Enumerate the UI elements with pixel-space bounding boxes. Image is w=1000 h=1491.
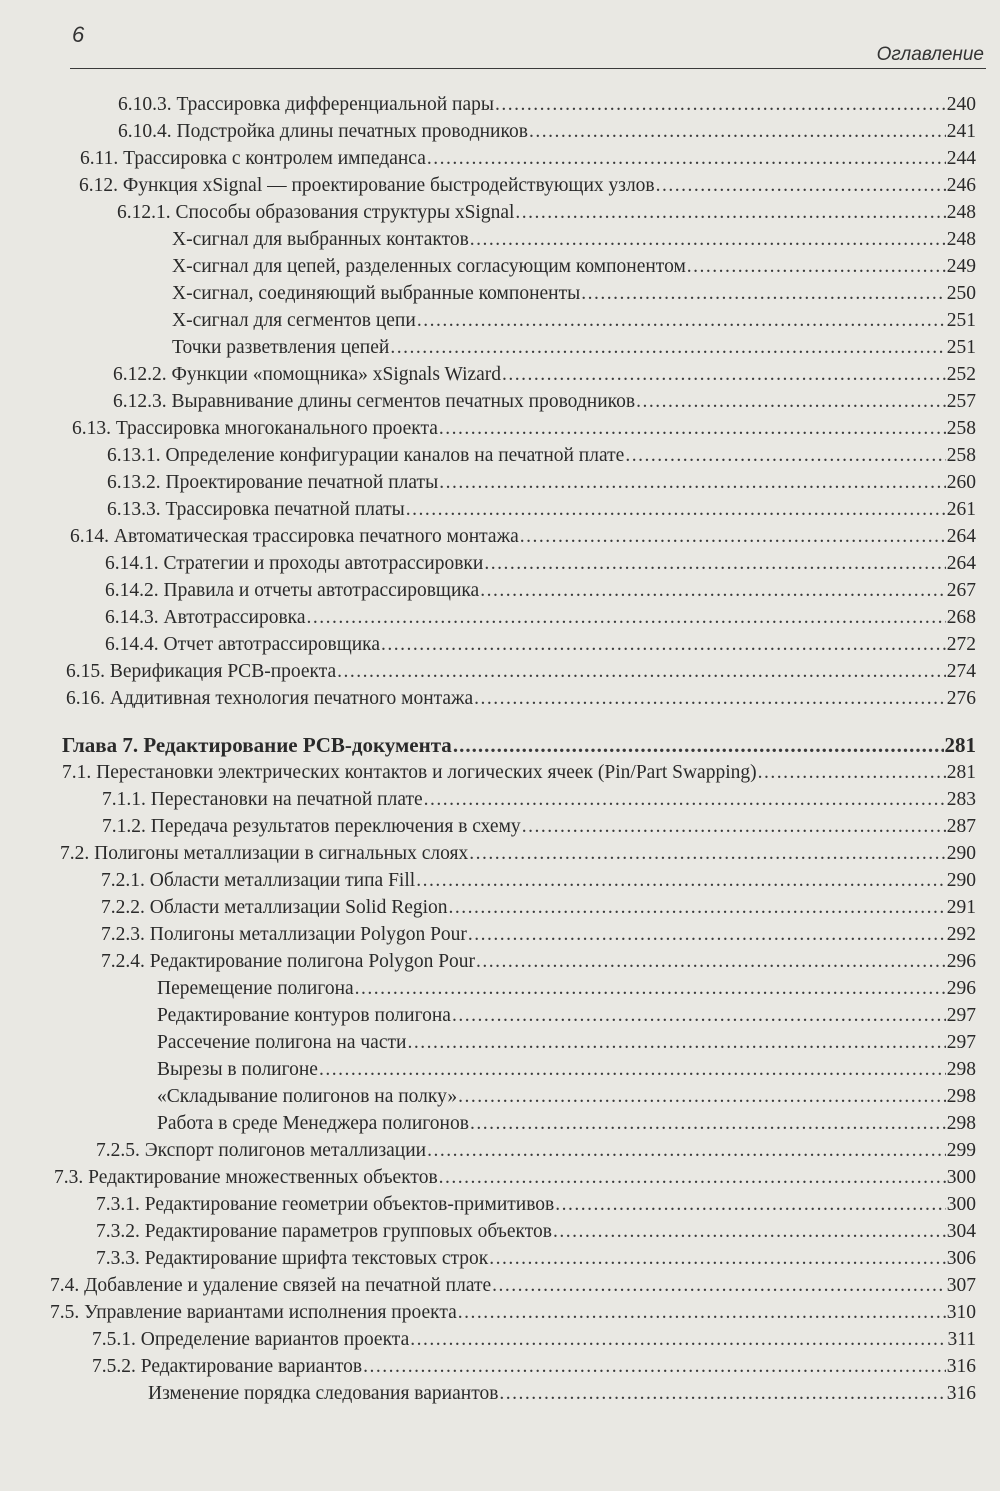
toc-entry: 7.1. Перестановки электрических контактов и логических ячеек (Pin/Part Swapping) ..... 281 [62,760,976,786]
toc-entry: 7.1.2. Передача результатов переключения в схему ..... 287 [102,814,976,840]
toc-entry: 6.16. Аддитивная технология печатного монтажа ..... 276 [66,686,976,712]
running-title: Оглавление [876,44,984,65]
toc-entry: 7.5.1. Определение вариантов проекта ..... 311 [92,1327,976,1353]
toc-entry: 7.4. Добавление и удаление связей на печатной плате ..... 307 [50,1273,976,1299]
toc-entry: Перемещение полигона ..... 296 [157,976,976,1002]
toc-entry: Вырезы в полигоне ..... 298 [157,1057,976,1083]
toc-entry: Работа в среде Менеджера полигонов ..... 298 [157,1111,976,1137]
toc-entry: 7.2.4. Редактирование полигона Polygon Pour ..... 296 [101,949,976,975]
toc-entry: 6.10.3. Трассировка дифференциальной пары ..... 240 [118,92,976,118]
toc-entry: X-сигнал для выбранных контактов ..... 248 [172,227,976,253]
toc-entry: 7.2. Полигоны металлизации в сигнальных слоях ..... 290 [60,841,976,867]
toc-entry: 7.3. Редактирование множественных объектов ..... 300 [54,1165,976,1191]
toc-entry: 7.3.1. Редактирование геометрии объектов-примитивов ..... 300 [96,1192,976,1218]
toc-entry: 6.14.2. Правила и отчеты автотрассировщика ..... 267 [105,578,976,604]
toc-entry: Точки разветвления цепей ..... 251 [172,335,976,361]
toc-entry: X-сигнал, соединяющий выбранные компоненты ..... 250 [172,281,976,307]
toc-entry: 7.1.1. Перестановки на печатной плате ..... 283 [102,787,976,813]
toc-entry: Изменение порядка следования вариантов ..... 316 [148,1381,976,1407]
toc-entry: 6.14.4. Отчет автотрассировщика ..... 272 [105,632,976,658]
toc-entry: 7.5.2. Редактирование вариантов ..... 316 [92,1354,976,1380]
toc-entry: 7.2.5. Экспорт полигонов металлизации ..... 299 [96,1138,976,1164]
toc-entry: 7.5. Управление вариантами исполнения проекта ..... 310 [50,1300,976,1326]
toc-entry: X-сигнал для цепей, разделенных согласующим компонентом ..... 249 [172,254,976,280]
toc-entry: 7.3.2. Редактирование параметров групповых объектов ..... 304 [96,1219,976,1245]
toc-entry: 6.10.4. Подстройка длины печатных проводников ..... 241 [118,119,976,145]
toc-entry: Редактирование контуров полигона ..... 297 [157,1003,976,1029]
page-number: 6 [72,22,85,47]
toc-entry: 7.2.3. Полигоны металлизации Polygon Pour ..... 292 [101,922,976,948]
toc-entry: 7.3.3. Редактирование шрифта текстовых строк ..... 306 [96,1246,976,1272]
toc-entry: 6.13.3. Трассировка печатной платы ..... 261 [107,497,976,523]
toc-entry: Рассечение полигона на части ..... 297 [157,1030,976,1056]
toc-entry: 6.15. Верификация PCB-проекта ..... 274 [66,659,976,685]
toc-entry: 6.14.3. Автотрассировка ..... 268 [105,605,976,631]
toc-entry: 6.13.1. Определение конфигурации каналов на печатной плате ..... 258 [107,443,976,469]
toc-entry: 6.14.1. Стратегии и проходы автотрассировки ..... 264 [105,551,976,577]
chapter-heading: Глава 7. Редактирование PCB-документа ..... 281 [62,732,976,758]
toc-entry: 6.12. Функция xSignal — проектирование быстродействующих узлов ..... 246 [79,173,976,199]
toc-entry: 7.2.1. Области металлизации типа Fill ..... 290 [101,868,976,894]
toc-entry: 6.11. Трассировка с контролем импеданса ..... 244 [80,146,976,172]
toc-entry: X-сигнал для сегментов цепи ..... 251 [172,308,976,334]
toc-entry: 6.13. Трассировка многоканального проекта ..... 258 [72,416,976,442]
running-header [70,20,986,69]
toc-entry: 6.12.1. Способы образования структуры xSignal ..... 248 [117,200,976,226]
toc-entry: 6.12.3. Выравнивание длины сегментов печатных проводников ..... 257 [113,389,976,415]
toc-entry: 6.12.2. Функции «помощника» xSignals Wizard ..... 252 [113,362,976,388]
toc-entry: 6.14. Автоматическая трассировка печатного монтажа ..... 264 [70,524,976,550]
toc-entry: 6.13.2. Проектирование печатной платы ..... 260 [107,470,976,496]
toc-entry: «Складывание полигонов на полку» ..... 298 [157,1084,976,1110]
toc-entry: 7.2.2. Области металлизации Solid Region ..... 291 [101,895,976,921]
